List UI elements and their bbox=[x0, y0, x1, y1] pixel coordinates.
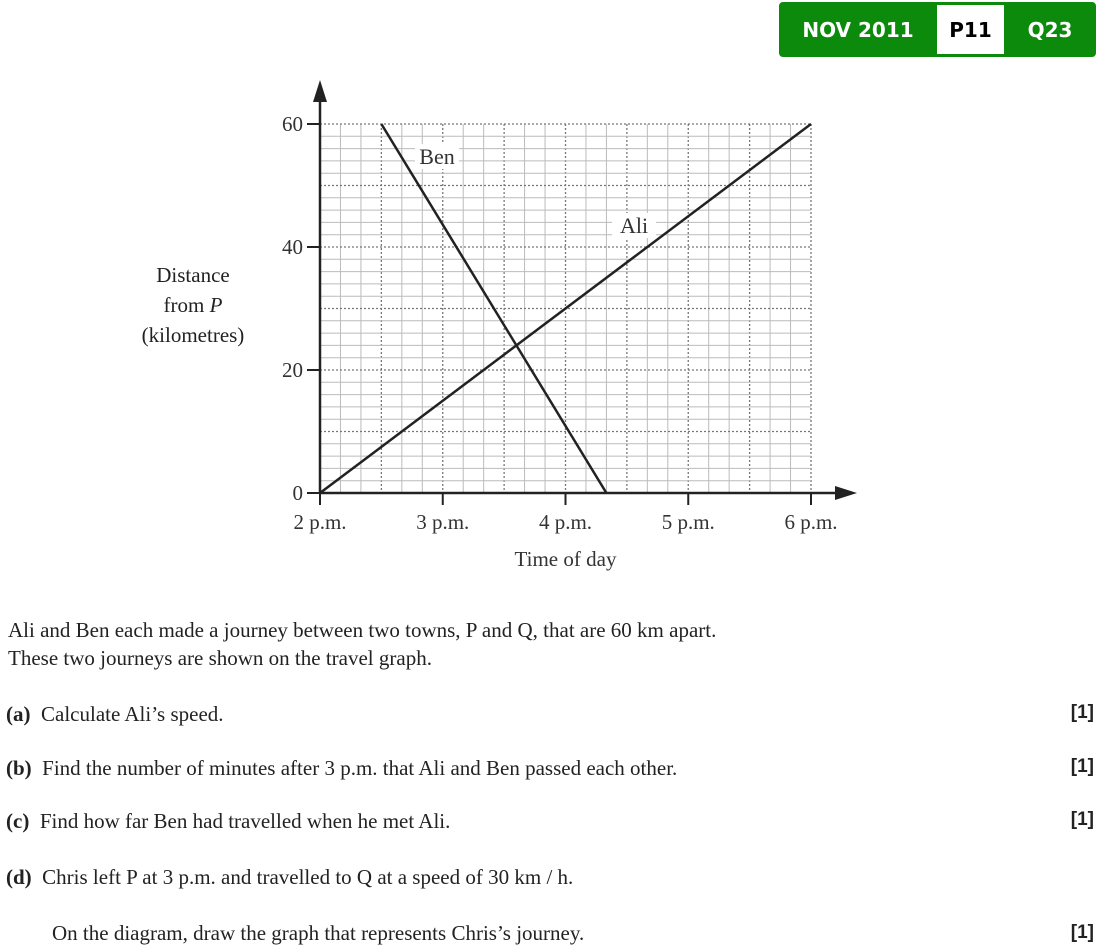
part-a: (a) Calculate Ali’s speed. bbox=[6, 702, 224, 726]
part-c-marks: [1] bbox=[1070, 809, 1094, 830]
y-label-line3: (kilometres) bbox=[141, 323, 245, 347]
x-tick-label: 2 p.m. bbox=[293, 510, 347, 534]
y-tick-label: 60 bbox=[282, 112, 303, 136]
intro-line-2: These two journeys are shown on the travel graph. bbox=[8, 646, 432, 670]
part-d: (d) Chris left P at 3 p.m. and travelled to Q at a speed of 30 km / h. bbox=[6, 865, 574, 889]
intro-line-1: Ali and Ben each made a journey between two towns, P and Q, that are 60 km apart. bbox=[8, 618, 717, 642]
y-tick-label: 20 bbox=[282, 358, 303, 382]
y-tick-label: 40 bbox=[282, 235, 303, 259]
part-b: (b) Find the number of minutes after 3 p.m. that Ali and Ben passed each other. bbox=[6, 756, 678, 780]
part-c: (c) Find how far Ben had travelled when he met Ali. bbox=[6, 809, 451, 833]
x-tick-label: 5 p.m. bbox=[661, 510, 715, 534]
badge-question: Q23 bbox=[1027, 17, 1073, 42]
series-label-ali: Ali bbox=[619, 213, 649, 238]
part-b-marks: [1] bbox=[1070, 756, 1094, 777]
part-a-marks: [1] bbox=[1070, 702, 1094, 723]
y-tick-label: 0 bbox=[292, 481, 303, 505]
x-tick-label: 3 p.m. bbox=[416, 510, 470, 534]
part-d-line2: On the diagram, draw the graph that represents Chris’s journey. bbox=[52, 921, 585, 945]
badge-session: NOV 2011 bbox=[802, 17, 914, 42]
y-label-line2: from P bbox=[163, 293, 223, 317]
y-axis-label bbox=[113, 260, 273, 350]
y-axis-arrow-icon bbox=[313, 80, 327, 102]
x-axis-arrow-icon bbox=[835, 486, 857, 500]
x-axis-label: Time of day bbox=[514, 547, 617, 571]
y-label-line1: Distance bbox=[156, 263, 230, 287]
x-tick-label: 6 p.m. bbox=[784, 510, 838, 534]
x-tick-label: 4 p.m. bbox=[538, 510, 593, 534]
badge-paper: P11 bbox=[937, 5, 1004, 54]
series-label-ben: Ben bbox=[419, 144, 455, 169]
part-d-marks: [1] bbox=[1070, 922, 1094, 943]
